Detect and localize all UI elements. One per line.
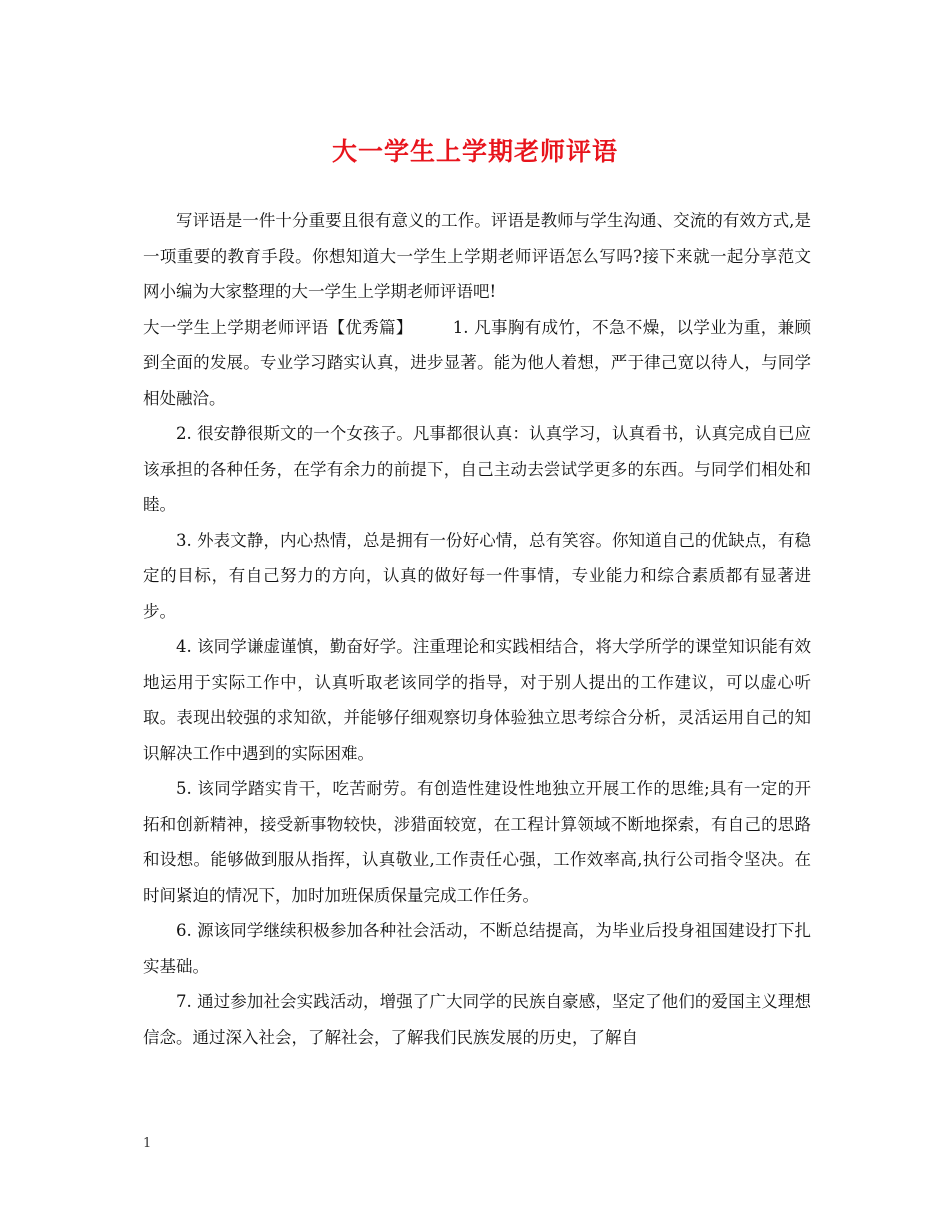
- document-body: [143, 203, 811, 1055]
- comment-item-4: 4. 该同学谦虚谨慎，勤奋好学。注重理论和实践相结合，将大学所学的课堂知识能有效地运用于实际工作中，认真听取老该同学的指导，对于别人提出的工作建议，可以虚心听取。表现出较强的求知欲，并能够仔细观察切身体验独立思考综合分析，灵活运用自己的知识解决工作中遇到的实际困难。: [143, 637, 811, 763]
- section-heading: 大一学生上学期老师评语【优秀篇】: [143, 317, 413, 337]
- comment-item-6: 6. 源该同学继续积极参加各种社会活动，不断总结提高，为毕业后投身祖国建设打下扎实基础。: [143, 921, 811, 976]
- comment-item-3: 3. 外表文静，内心热情，总是拥有一份好心情，总有笑容。你知道自己的优缺点，有稳定的目标，有自己努力的方向，认真的做好每一件事情，专业能力和综合素质都有显著进步。: [143, 530, 811, 621]
- comment-item-5: 5. 该同学踏实肯干，吃苦耐劳。有创造性建设性地独立开展工作的思维;具有一定的开拓和创新精神，接受新事物较快，涉猎面较宽，在工程计算领域不断地探索，有自己的思路和设想。能够做到服从指挥，认真敬业,工作责任心强，工作效率高,执行公司指令坚决。在时间紧迫的情况下，加时加班保质保量完成工作任务。: [143, 779, 811, 905]
- intro-paragraph: 写评语是一件十分重要且很有意义的工作。评语是教师与学生沟通、交流的有效方式,是一项重要的教育手段。你想知道大一学生上学期老师评语怎么写吗?接下来就一起分享范文网小编为大家整理的大一学生上学期老师评语吧!: [143, 211, 811, 301]
- page-number: 1: [143, 1136, 152, 1151]
- comment-item-1: 1. 凡事胸有成竹，不急不燥，以学业为重，兼顾到全面的发展。专业学习踏实认真，进步显著。能为他人着想，严于律己宽以待人，与同学相处融洽。: [143, 317, 811, 408]
- comment-item-2: 2. 很安静很斯文的一个女孩子。凡事都很认真：认真学习，认真看书，认真完成自已应该承担的各种任务，在学有余力的前提下，自己主动去尝试学更多的东西。与同学们相处和睦。: [143, 424, 811, 514]
- comment-item-7: 7. 通过参加社会实践活动，增强了广大同学的民族自豪感，坚定了他们的爱国主义理想信念。通过深入社会，了解社会，了解我们民族发展的历史，了解自: [143, 992, 811, 1047]
- section-paragraph: [143, 310, 811, 417]
- document-title: 大一学生上学期老师评语: [331, 137, 618, 166]
